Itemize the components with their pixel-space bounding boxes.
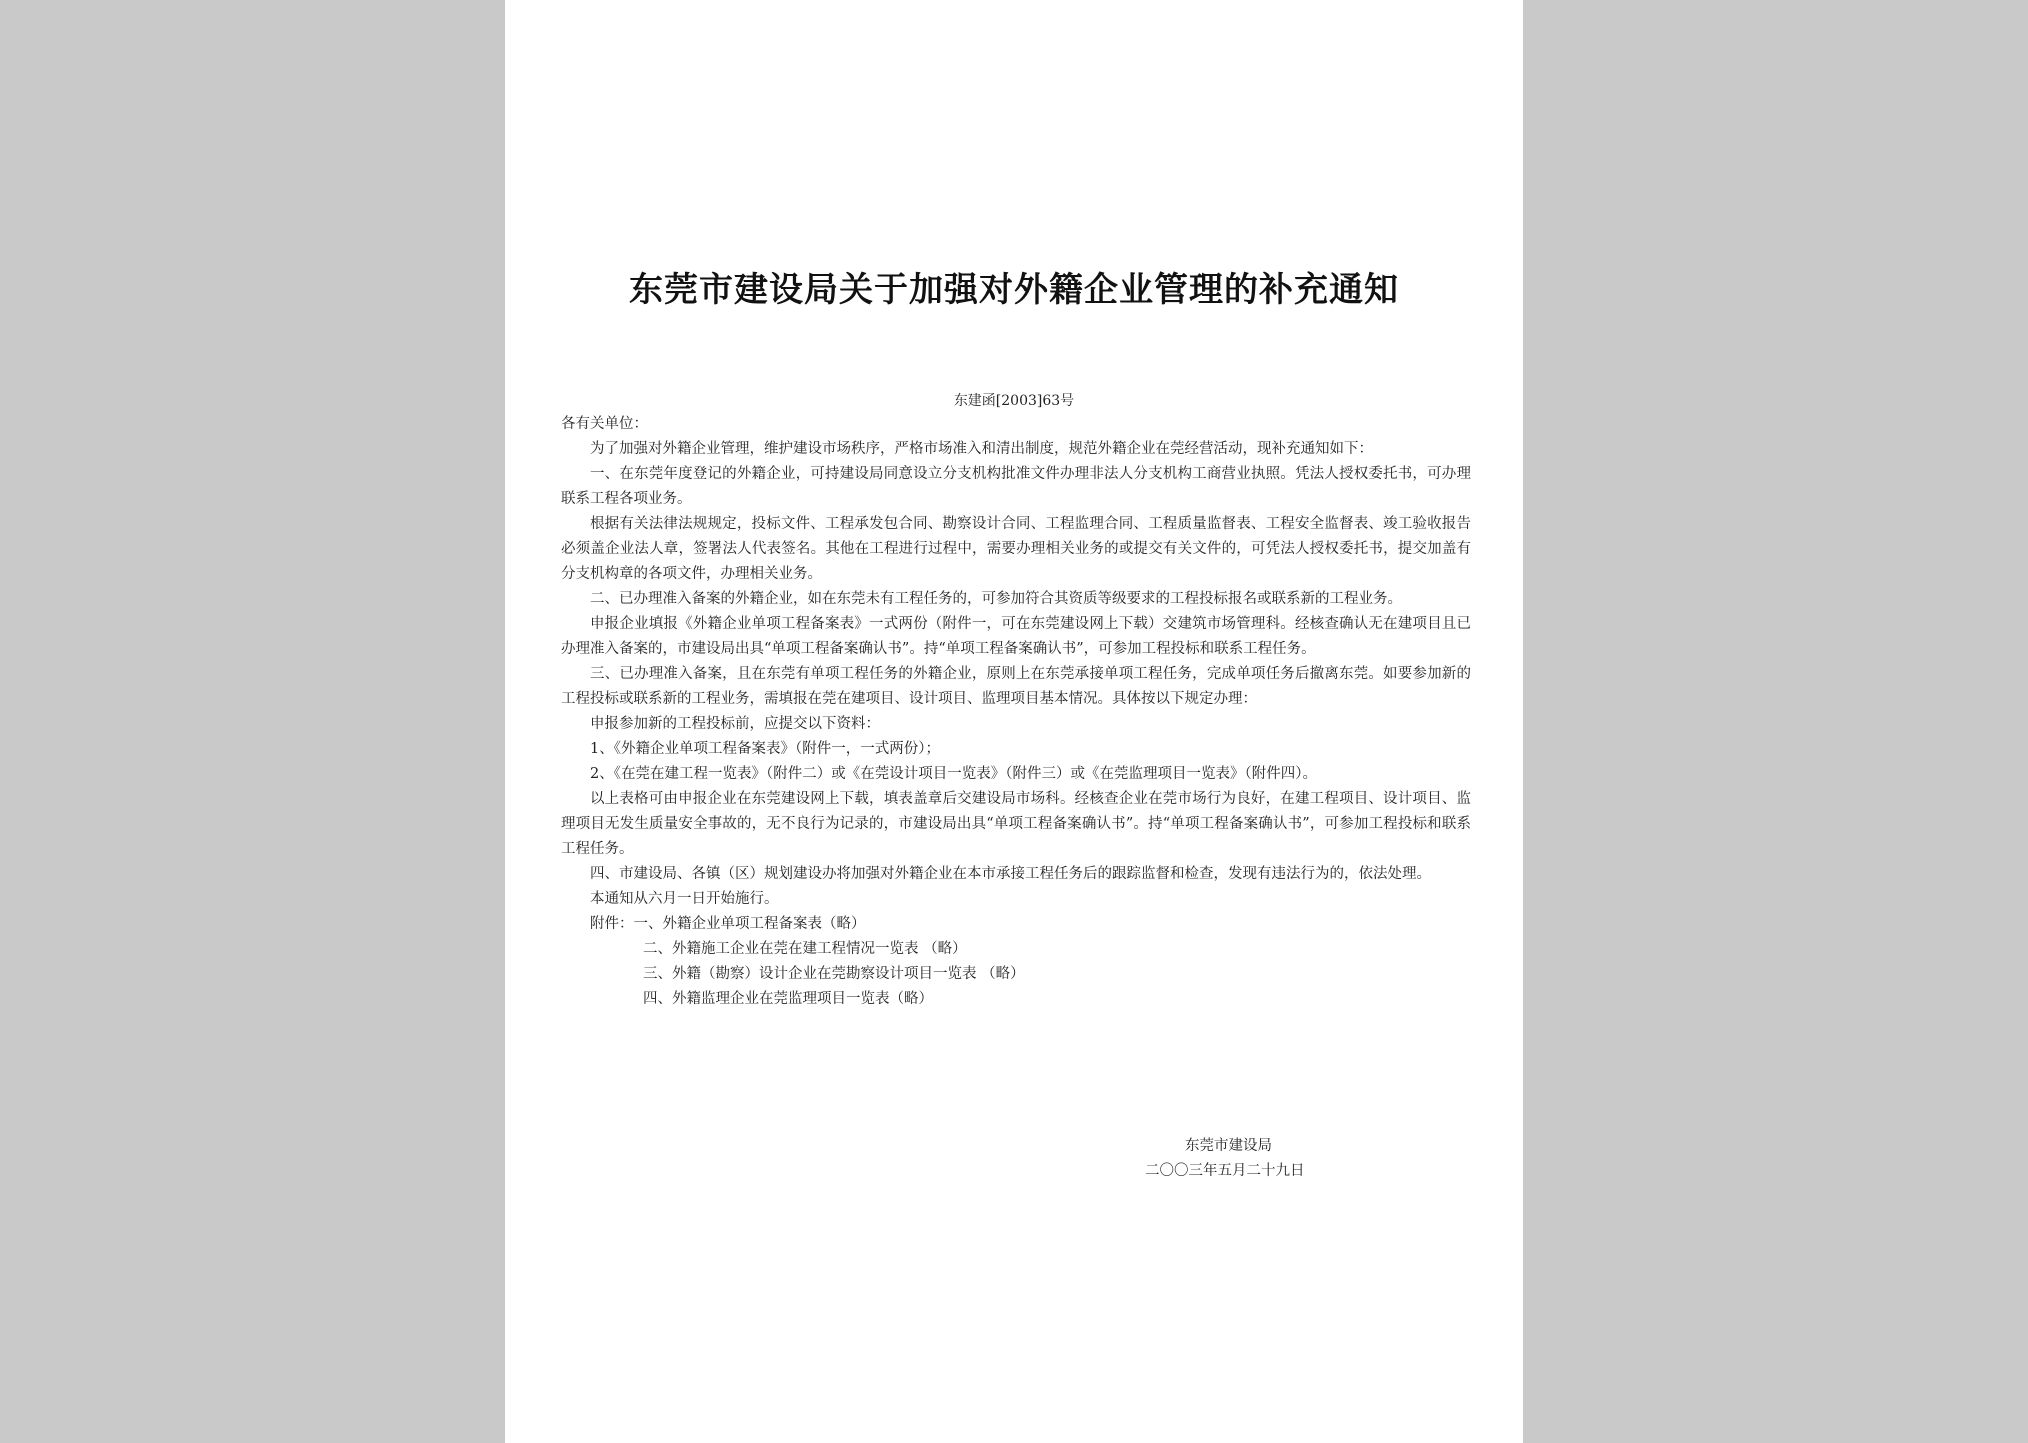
document-title: 东莞市建设局关于加强对外籍企业管理的补充通知 bbox=[629, 270, 1399, 310]
salutation: 各有关单位： bbox=[561, 416, 648, 432]
document-number: 东建函[2003]63号 bbox=[953, 393, 1075, 409]
paragraph-item-4: 四、市建设局、各镇（区）规划建设办将加强对外籍企业在本市承接工程任务后的跟踪监督和检查，发现有违法行为的，依法处理。 bbox=[590, 866, 1431, 882]
paragraph-item-1: 一、在东莞年度登记的外籍企业，可持建设局同意设立分支机构批准文件办理非法人分支机构工商营业执照。凭法人授权委托书，可办理联系工程各项业务。 bbox=[561, 466, 1471, 507]
signature-organization: 东莞市建设局 bbox=[1185, 1138, 1272, 1154]
paragraph-item-2: 二、已办理准入备案的外籍企业，如在东莞未有工程任务的，可参加符合其资质等级要求的工程投标报名或联系新的工程业务。 bbox=[590, 591, 1402, 607]
attachment-item: 二、外籍施工企业在莞在建工程情况一览表 （略） bbox=[643, 941, 967, 957]
paragraph-item-3-list-2: 2、《在莞在建工程一览表》（附件二）或《在莞设计项目一览表》（附件三）或《在莞监理项目一览表》（附件四）。 bbox=[590, 766, 1317, 782]
paragraph-item-3-intro: 申报参加新的工程投标前，应提交以下资料： bbox=[590, 716, 880, 732]
paragraph-intro: 为了加强对外籍企业管理，维护建设市场秩序，严格市场准入和清出制度，规范外籍企业在莞经营活动，现补充通知如下： bbox=[590, 441, 1373, 457]
paragraph-item-1-detail: 根据有关法律法规规定，投标文件、工程承发包合同、勘察设计合同、工程监理合同、工程质量监督表、工程安全监督表、竣工验收报告必须盖企业法人章，签署法人代表签名。其他在工程进行过程中，需要办理相关业务的或提交有关文件的，可凭法人授权委托书，提交加盖有分支机构章的各项文件，办理相关业务。 bbox=[561, 516, 1471, 582]
signature-date: 二〇〇三年五月二十九日 bbox=[1145, 1163, 1305, 1179]
paragraph-item-3: 三、已办理准入备案，且在东莞有单项工程任务的外籍企业，原则上在东莞承接单项工程任务，完成单项任务后撤离东莞。如要参加新的工程投标或联系新的工程业务，需填报在莞在建项目、设计项目、监理项目基本情况。具体按以下规定办理： bbox=[561, 666, 1471, 707]
attachment-item: 四、外籍监理企业在莞监理项目一览表（略） bbox=[643, 991, 933, 1007]
attachment-item: 附件：一、外籍企业单项工程备案表（略） bbox=[590, 916, 866, 932]
paragraph-item-3-list-1: 1、《外籍企业单项工程备案表》（附件一，一式两份）； bbox=[590, 741, 940, 757]
attachment-item: 三、外籍（勘察）设计企业在莞勘察设计项目一览表 （略） bbox=[643, 966, 1025, 982]
paragraph-item-2-detail: 申报企业填报《外籍企业单项工程备案表》一式两份（附件一，可在东莞建设网上下载）交建筑市场管理科。经核查确认无在建项目且已办理准入备案的，市建设局出具“单项工程备案确认书”。持“单项工程备案确认书”，可参加工程投标和联系工程任务。 bbox=[561, 616, 1471, 657]
paragraph-item-3-detail: 以上表格可由申报企业在东莞建设网上下载，填表盖章后交建设局市场科。经核查企业在莞市场行为良好，在建工程项目、设计项目、监理项目无发生质量安全事故的，无不良行为记录的，市建设局出具“单项工程备案确认书”。持“单项工程备案确认书”，可参加工程投标和联系工程任务。 bbox=[561, 791, 1471, 857]
paragraph-effective-date: 本通知从六月一日开始施行。 bbox=[590, 891, 779, 907]
document-page bbox=[505, 0, 1523, 1443]
document-body bbox=[561, 412, 1471, 1012]
